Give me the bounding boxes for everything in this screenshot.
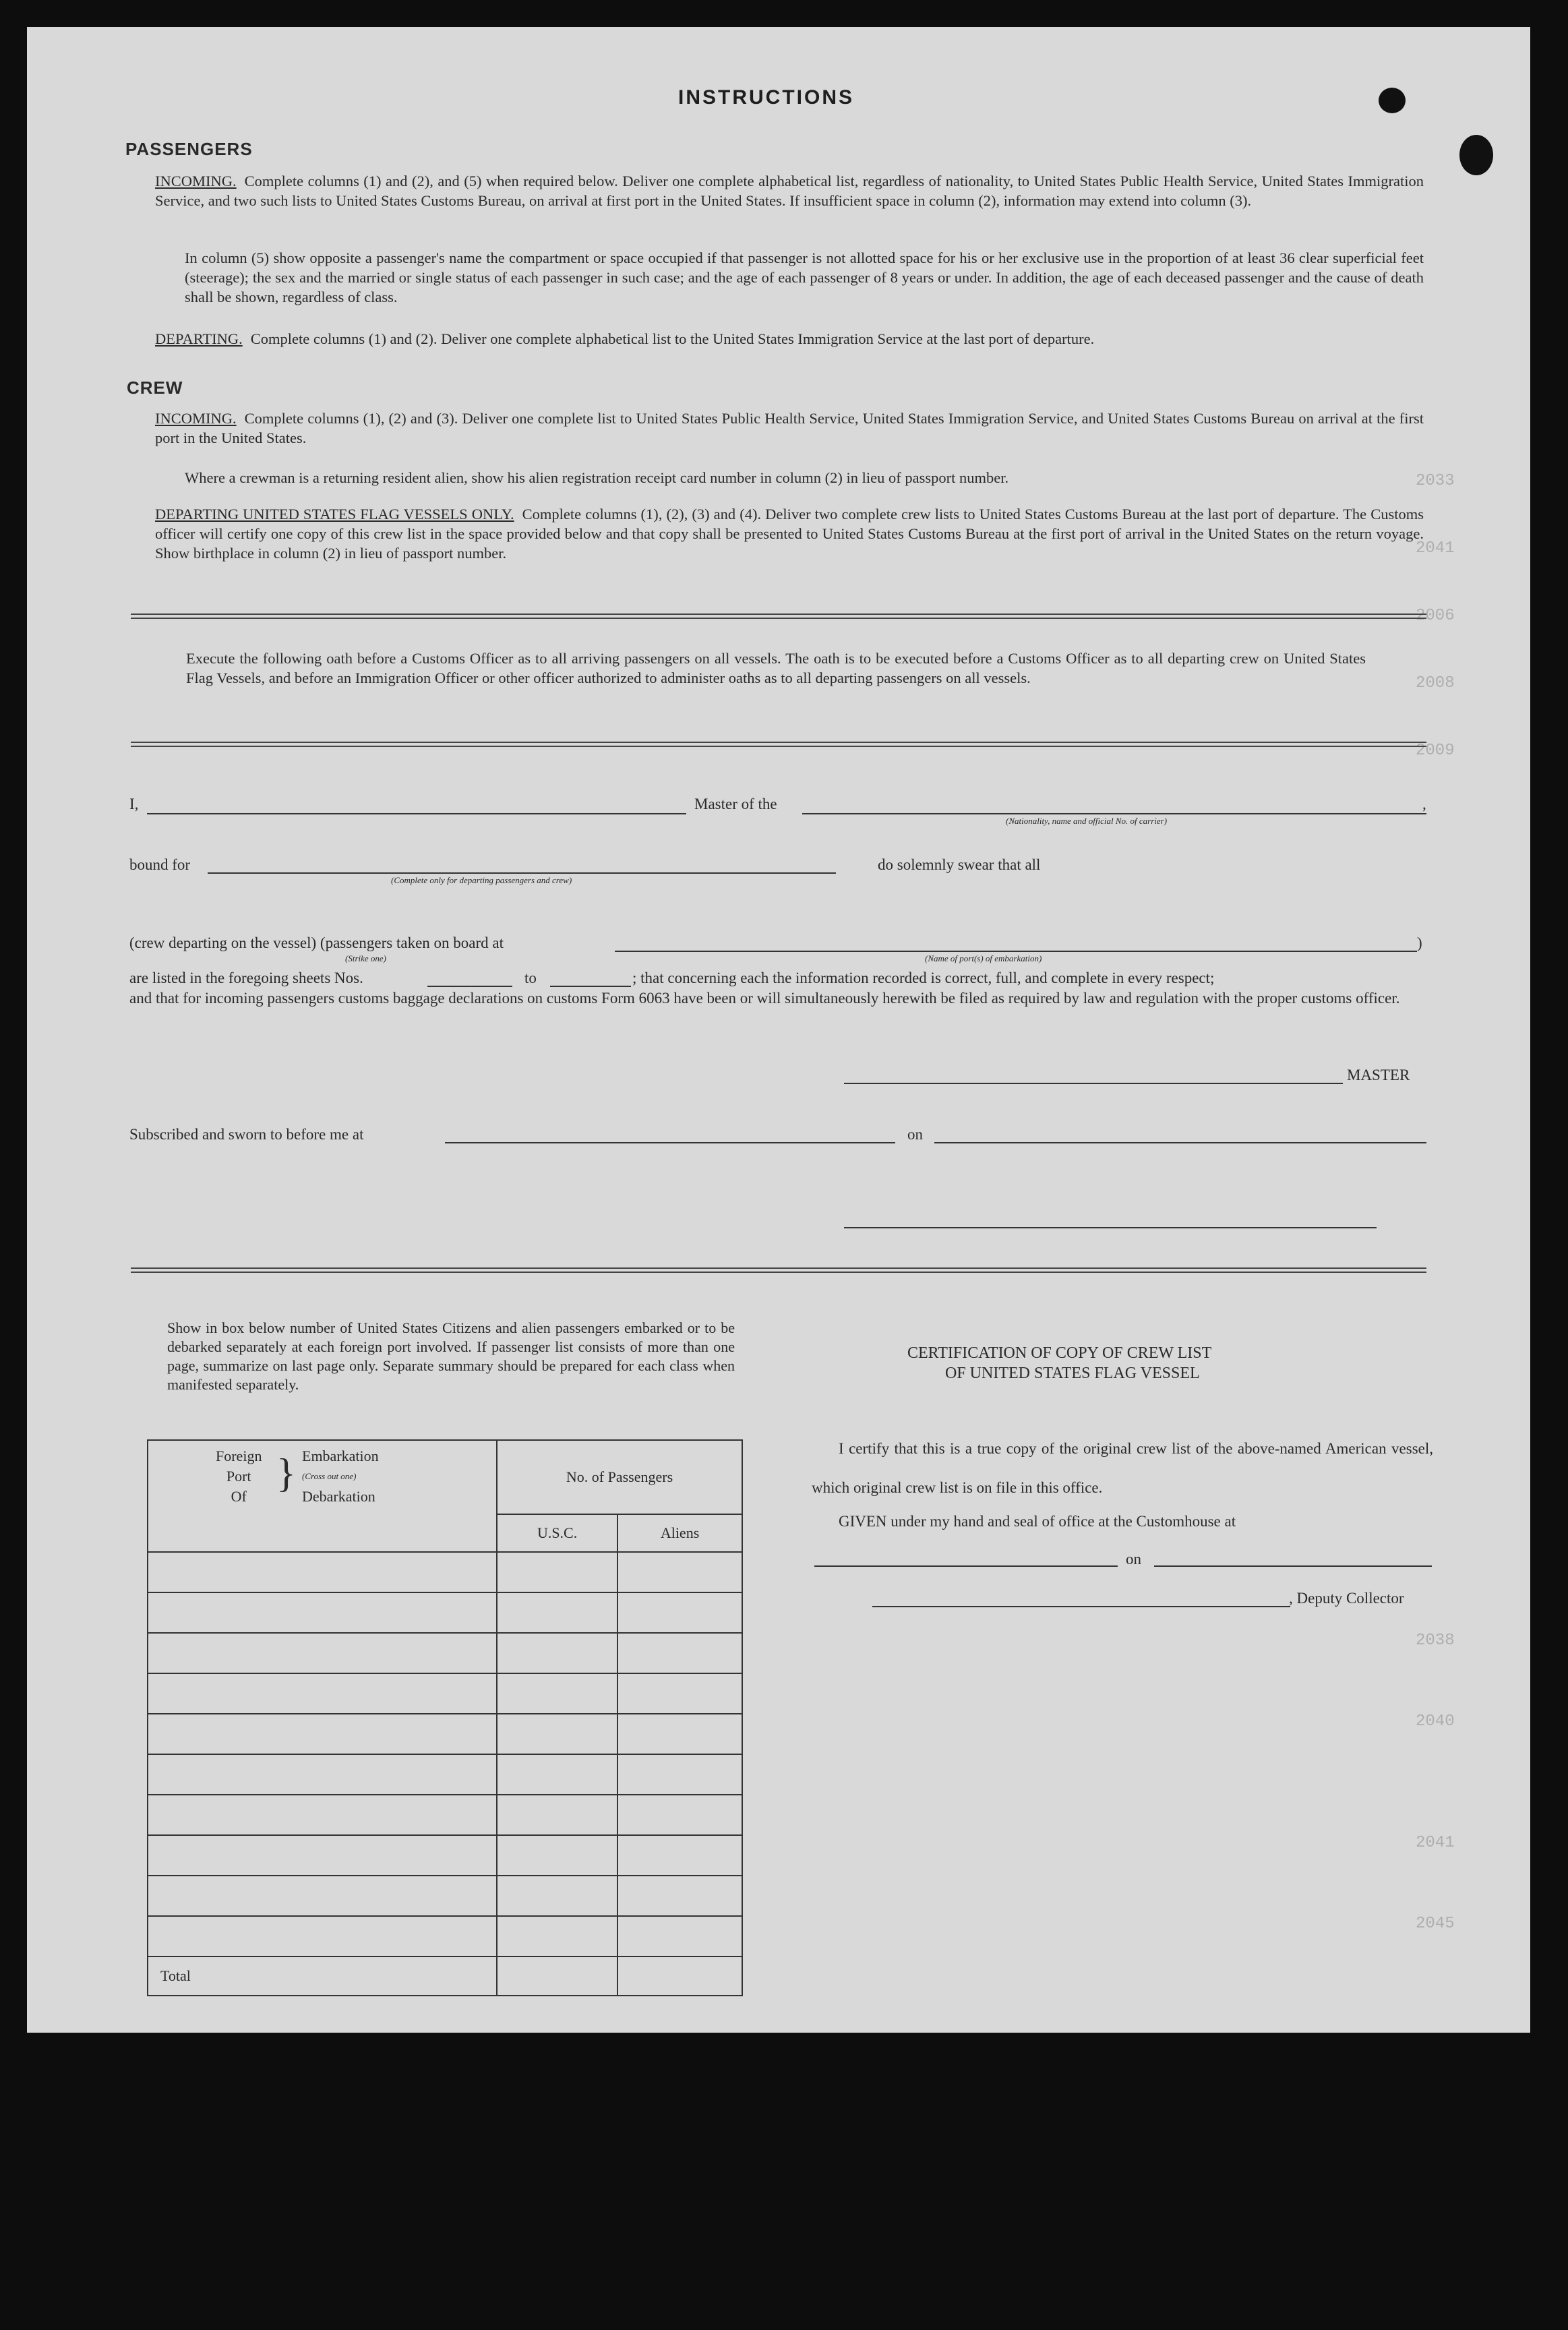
usc-header: U.S.C. (497, 1514, 617, 1552)
master-signature-line[interactable] (844, 1083, 1343, 1084)
carrier-note: (Nationality, name and official No. of carrier) (1006, 816, 1168, 826)
table-row[interactable] (148, 1592, 497, 1633)
document-page: 2033 2041 2006 2008 2009 2038 2040 2041 2045 INSTRUCTIONS PASSENGERS INCOMING. Complete columns (1) and (2), and (5) when required below. Deliver one complete alphabetical list, regardless of nationality, to United States Public Health Service, United States Immigration Service, and two such lists to United States Customs Bureau, on arrival at first port in the United States. If insufficient space in column (2), information may extend into column (3). In column (5) show opposite a passenger's name the compartment or space occupied if that passenger is not allotted space for his or her exclusive use in the proportion of at least 36 clear superficial feet (steerage); the sex and the married or single status of each passenger in such case; and the age of each passenger of 8 years or under. In addition, the age of each deceased passenger and the cause of death shall be shown, regardless of class. DEPARTING. Complete columns (1) and (2). Deliver one complete alphabetical list to the United States Immigration Service at the last port of departure. CREW INCOMING. Complete columns (1), (2) and (3). Deliver one complete list to United States Public Health Service, United States Immigration Service, and United States Customs Bureau on arrival at the first port in the United States. Where a crewman is a returning resident alien, show his alien registration receipt card number in column (2) in lieu of passport number. DEPARTING UNITED STATES FLAG VESSELS ONLY. Complete columns (1), (2), (3) and (4). Deliver two complete crew lists to United States Customs Bureau at the last port of departure. The Customs officer will certify one copy of this crew list in the space provided below and that copy shall be presented to United States Customs Bureau at the first port of arrival in the United States on the return voyage. Show birthplace in column (2) in lieu of passport number. Execute the following oath before a Customs Officer as to all arriving passengers on all vessels. The oath is to be executed before a Customs Officer as to all departing crew on United States Flag Vessels, and before an Immigration Officer or other officer authorized to administer oaths as to all departing passengers on all vessels. I, Master of the (Nationality, name and official No. of carrier) , bound for (Complete only for departing passengers and crew) do solemnly swear that all (crew departing on the vessel) (passengers taken on board at ) (Strike one) (Name of port(s) of embarkation) are listed in the foregoing sheets Nos. to ; that concerning each the information recorded is correct, full, and complete in every respect; and that for incoming passengers customs baggage declarations on customs Form 6063 have been or will simultaneously herewith be filed as required by law and regulation with the proper customs officer. MASTER Subscribed and sworn to before me at on Show in box below number of United States Citizens and alien passengers embarked or to be debarked separately at each foreign port involved. If passenger list consists of more than one page, summarize on last page only. Separate summary should be prepared for each class when manifested separately. Foreign Port Of } Embarkation (Cross out one) Debarkation No. of Passengers U.S.C. Aliens Total CERTIFICATION OF COPY OF CREW LIST OF UNITED STATES FLAG VESSEL I certify that this is a true copy of the original crew list of the above-named American vessel, which original crew list is on file in this office. GIVEN under my hand and seal of office at the Customhouse at on , Deputy Collector (27, 27, 1530, 2033)
passenger-summary-table (147, 1439, 743, 1996)
table-row[interactable] (148, 1754, 497, 1795)
table-row[interactable] (148, 1876, 497, 1916)
certification-heading-2: OF UNITED STATES FLAG VESSEL (945, 1365, 1200, 1382)
passengers-heading: PASSENGERS (125, 139, 253, 159)
port-label: Port (226, 1468, 251, 1485)
ports-note: (Name of port(s) of embarkation) (925, 953, 1042, 963)
divider (131, 1267, 1426, 1273)
bleed-through-mark: 2008 (1416, 674, 1455, 692)
aliens-cell[interactable] (617, 1754, 742, 1795)
cert-date-field[interactable] (1154, 1565, 1432, 1567)
no-of-passengers-header: No. of Passengers (497, 1440, 742, 1514)
listed-text-b: ; that concerning each the information recorded is correct, full, and complete in every respect; (632, 969, 1215, 986)
cross-out-note: (Cross out one) (302, 1471, 357, 1481)
sheet-to-field[interactable] (550, 986, 631, 987)
usc-cell[interactable] (497, 1633, 617, 1673)
table-row[interactable] (148, 1916, 497, 1956)
table-row[interactable] (148, 1633, 497, 1673)
aliens-cell[interactable] (617, 1795, 742, 1835)
port-header-cell (148, 1440, 497, 1552)
aliens-cell[interactable] (617, 1633, 742, 1673)
passengers-departing-text: Complete columns (1) and (2). Deliver one complete alphabetical list to the United States Immigration Service at the last port of departure. (250, 330, 1095, 347)
total-label: Total (148, 1956, 497, 1996)
crew-incoming-paragraph (155, 409, 1424, 448)
ink-blot (1379, 88, 1406, 113)
swear-text: do solemnly swear that all (878, 856, 1041, 873)
debarkation-label: Debarkation (302, 1488, 375, 1505)
crew-departing-paragraph (155, 504, 1424, 563)
crew-incoming-text: Complete columns (1), (2) and (3). Deliver one complete list to United States Public Health Service, United States Immigration Service, and United States Customs Bureau on arrival at the first port in the United States. (155, 410, 1424, 446)
oath-instructions: Execute the following oath before a Customs Officer as to all arriving passengers on all vessels. The oath is to be executed before a Customs Officer as to all departing crew on United States Flag Vessels, and before an Immigration Officer or other officer authorized to administer oaths as to all departing passengers on all vessels. (186, 650, 1366, 686)
brace-glyph: } (276, 1451, 296, 1495)
usc-cell[interactable] (497, 1795, 617, 1835)
of-label: Of (231, 1488, 247, 1505)
bound-for-label: bound for (129, 856, 191, 873)
crew-heading: CREW (127, 378, 183, 398)
passengers-incoming-label: INCOMING. (155, 173, 237, 189)
master-label: MASTER (1347, 1067, 1410, 1083)
usc-cell[interactable] (497, 1552, 617, 1592)
strike-note: (Strike one) (345, 953, 387, 963)
usc-cell[interactable] (497, 1754, 617, 1795)
sworn-date-field[interactable] (934, 1142, 1426, 1143)
sworn-on-label: on (907, 1126, 923, 1143)
column5-paragraph: In column (5) show opposite a passenger's name the compartment or space occupied if that passenger is not allotted space for his or her exclusive use in the proportion of at least 36 clear superficial feet (steerage); the sex and the married or single status of each passenger in such case; and the age of each passenger of 8 years or under. In addition, the age of each deceased passenger and the cause of death shall be shown, regardless of class. (185, 249, 1424, 305)
master-of-the-label: Master of the (694, 796, 777, 812)
bleed-through-mark: 2040 (1416, 1712, 1455, 1731)
bleed-through-mark: 2009 (1416, 742, 1455, 760)
usc-cell[interactable] (497, 1714, 617, 1754)
passengers-departing-paragraph (155, 329, 1424, 349)
close-paren: ) (1417, 934, 1422, 951)
crew-alien-paragraph: Where a crewman is a returning resident alien, show his alien registration receipt card number in column (2) in lieu of passport number. (185, 469, 1009, 486)
carrier-field[interactable] (802, 813, 1426, 814)
table-row[interactable] (148, 1673, 497, 1714)
passengers-incoming-paragraph (155, 171, 1424, 210)
certification-heading-1: CERTIFICATION OF COPY OF CREW LIST (907, 1344, 1212, 1362)
passengers-incoming-text: Complete columns (1) and (2), and (5) when required below. Deliver one complete alphabetical list, regardless of nationality, to United States Public Health Service, United States Immigration Service, and two such lists to United States Customs Bureau, on arrival at first port in the United States. If insufficient space in column (2), information may extend into column (3). (155, 173, 1424, 209)
divider (131, 742, 1426, 747)
total-aliens-cell[interactable] (617, 1956, 742, 1996)
usc-cell[interactable] (497, 1592, 617, 1633)
bound-for-note: (Complete only for departing passengers and crew) (391, 875, 572, 885)
table-row[interactable] (148, 1835, 497, 1876)
deputy-signature-line[interactable] (872, 1606, 1290, 1607)
aliens-header: Aliens (617, 1514, 742, 1552)
aliens-cell[interactable] (617, 1673, 742, 1714)
embarkation-label: Embarkation (302, 1447, 379, 1464)
bleed-through-mark: 2045 (1416, 1915, 1455, 1933)
bleed-through-mark: 2041 (1416, 539, 1455, 558)
aliens-cell[interactable] (617, 1876, 742, 1916)
oath-i-label: I, (129, 796, 139, 812)
summary-instructions: Show in box below number of United States Citizens and alien passengers embarked or to be debarked separately at each foreign port involved. If passenger list consists of more than one page, summarize on last page only. Separate summary should be prepared for each class when manifested separately. (167, 1319, 735, 1393)
ink-blot (1459, 135, 1493, 175)
aliens-cell[interactable] (617, 1592, 742, 1633)
bound-for-field[interactable] (208, 872, 836, 874)
table-row[interactable] (148, 1795, 497, 1835)
master-name-field[interactable] (147, 813, 686, 814)
deputy-collector-label: , Deputy Collector (1289, 1590, 1404, 1607)
foreign-label: Foreign (216, 1447, 262, 1464)
sworn-place-field[interactable] (445, 1142, 895, 1143)
aliens-cell[interactable] (617, 1714, 742, 1754)
officer-signature-line[interactable] (844, 1227, 1377, 1228)
document-title: INSTRUCTIONS (678, 86, 854, 109)
total-usc-cell[interactable] (497, 1956, 617, 1996)
cert-on-label: on (1126, 1551, 1141, 1567)
aliens-cell[interactable] (617, 1552, 742, 1592)
crew-departing-oath: (crew departing on the vessel) (passengers taken on board at (129, 934, 504, 951)
crew-departing-label: DEPARTING UNITED STATES FLAG VESSELS ONLY. (155, 506, 514, 522)
sheet-from-field[interactable] (427, 986, 512, 987)
table-row[interactable] (148, 1552, 497, 1592)
customhouse-field[interactable] (814, 1565, 1118, 1567)
listed-to: to (524, 969, 537, 986)
bleed-through-mark: 2041 (1416, 1834, 1455, 1852)
aliens-cell[interactable] (617, 1835, 742, 1876)
certify-text: I certify that this is a true copy of the original crew list of the above-named American vessel, which original crew list is on file in this office. (812, 1440, 1433, 1496)
usc-cell[interactable] (497, 1835, 617, 1876)
usc-cell[interactable] (497, 1876, 617, 1916)
passengers-departing-label: DEPARTING. (155, 330, 243, 347)
usc-cell[interactable] (497, 1673, 617, 1714)
ports-field[interactable] (615, 951, 1417, 952)
bleed-through-mark: 2006 (1416, 607, 1455, 625)
table-row[interactable] (148, 1714, 497, 1754)
crew-incoming-label: INCOMING. (155, 410, 237, 427)
aliens-cell[interactable] (617, 1916, 742, 1956)
listed-text-a: are listed in the foregoing sheets Nos. (129, 969, 363, 986)
bleed-through-mark: 2033 (1416, 472, 1455, 490)
divider (131, 614, 1426, 619)
usc-cell[interactable] (497, 1916, 617, 1956)
bleed-through-mark: 2038 (1416, 1632, 1455, 1650)
subscribed-label: Subscribed and sworn to before me at (129, 1126, 364, 1143)
crew-departing-text: Complete columns (1), (2), (3) and (4). Deliver two complete crew lists to United States Customs Bureau at the last port of departure. The Customs officer will certify one copy of this crew list in the space provided below and that copy shall be presented to United States Customs Bureau at the first port of arrival in the United States on the return voyage. Show birthplace in column (2) in lieu of passport number. (155, 506, 1424, 562)
given-text: GIVEN under my hand and seal of office at the Customhouse at (839, 1513, 1236, 1530)
listed-text-c: and that for incoming passengers customs baggage declarations on customs Form 6063 have been or will simultaneously herewith be filed as required by law and regulation with the proper customs officer. (129, 990, 1400, 1007)
